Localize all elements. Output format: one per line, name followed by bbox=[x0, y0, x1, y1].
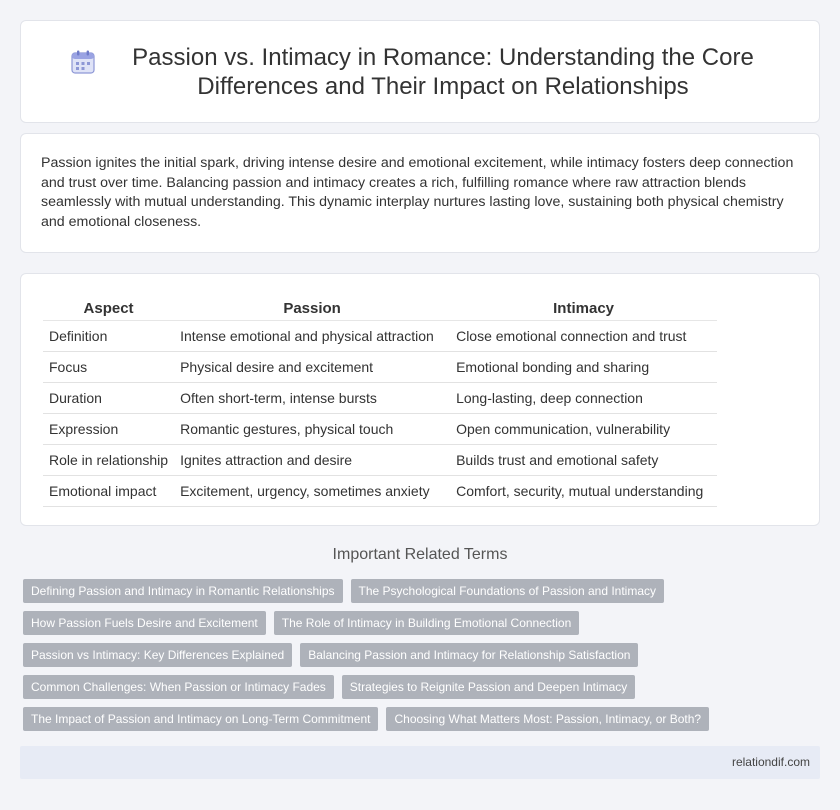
tag-row bbox=[23, 643, 823, 667]
table-cell-passion: Romantic gestures, physical touch bbox=[174, 414, 450, 445]
related-term-link[interactable]: Passion vs Intimacy: Key Differences Explained bbox=[23, 643, 292, 667]
related-terms-title: Important Related Terms bbox=[332, 546, 508, 563]
intro-text: Passion ignites the initial spark, driving intense desire and emotional excitement, while intimacy fosters deep connection and trust over time. Balancing passion and intimacy creates a rich, fulfilling romance where raw attraction blends seamlessly with mutual understanding. This dynamic interplay nurtures lasting love, sustaining both physical chemistry and emotional closeness. bbox=[41, 155, 794, 230]
table-cell-aspect: Duration bbox=[43, 383, 174, 414]
table-cell-intimacy: Close emotional connection and trust bbox=[450, 321, 717, 352]
table-cell-aspect: Expression bbox=[43, 414, 174, 445]
tag-row bbox=[23, 611, 823, 635]
related-term-link[interactable]: Balancing Passion and Intimacy for Relationship Satisfaction bbox=[300, 643, 638, 667]
table-row bbox=[43, 352, 717, 383]
table-row bbox=[43, 476, 717, 507]
related-terms-list bbox=[23, 579, 823, 739]
table-cell-passion: Intense emotional and physical attraction bbox=[174, 321, 450, 352]
comparison-table bbox=[43, 296, 717, 507]
table-cell-intimacy: Builds trust and emotional safety bbox=[450, 445, 717, 476]
related-term-link[interactable]: How Passion Fuels Desire and Excitement bbox=[23, 611, 266, 635]
table-cell-passion: Ignites attraction and desire bbox=[174, 445, 450, 476]
table-cell-passion: Excitement, urgency, sometimes anxiety bbox=[174, 476, 450, 507]
table-cell-intimacy: Open communication, vulnerability bbox=[450, 414, 717, 445]
table-cell-aspect: Focus bbox=[43, 352, 174, 383]
table-header-aspect: Aspect bbox=[43, 296, 174, 321]
related-term-link[interactable]: The Impact of Passion and Intimacy on Long-Term Commitment bbox=[23, 707, 378, 731]
related-term-link[interactable]: The Role of Intimacy in Building Emotional Connection bbox=[274, 611, 580, 635]
table-cell-aspect: Emotional impact bbox=[43, 476, 174, 507]
table-cell-aspect: Role in relationship bbox=[43, 445, 174, 476]
related-term-link[interactable]: Strategies to Reignite Passion and Deepen Intimacy bbox=[342, 675, 636, 699]
table-cell-passion: Often short-term, intense bursts bbox=[174, 383, 450, 414]
site-link[interactable]: relationdif.com bbox=[731, 755, 810, 769]
table-cell-intimacy: Emotional bonding and sharing bbox=[450, 352, 717, 383]
tag-row bbox=[23, 707, 823, 731]
comparison-table-card bbox=[20, 273, 820, 526]
footer bbox=[20, 746, 820, 779]
header-inner bbox=[70, 43, 770, 101]
table-cell-intimacy: Long-lasting, deep connection bbox=[450, 383, 717, 414]
calendar-icon bbox=[70, 49, 96, 75]
intro-card bbox=[20, 133, 820, 253]
header-card bbox=[20, 20, 820, 123]
table-cell-intimacy: Comfort, security, mutual understanding bbox=[450, 476, 717, 507]
table-header-passion: Passion bbox=[174, 296, 450, 321]
table-cell-passion: Physical desire and excitement bbox=[174, 352, 450, 383]
tag-row bbox=[23, 579, 823, 603]
table-row bbox=[43, 414, 717, 445]
table-row bbox=[43, 445, 717, 476]
related-term-link[interactable]: Common Challenges: When Passion or Intimacy Fades bbox=[23, 675, 334, 699]
table-header-row bbox=[43, 296, 717, 321]
table-row bbox=[43, 383, 717, 414]
table-header-intimacy: Intimacy bbox=[450, 296, 717, 321]
table-row bbox=[43, 321, 717, 352]
page-title: Passion vs. Intimacy in Romance: Understanding the Core Differences and Their Impact on Relationships bbox=[132, 43, 754, 100]
related-term-link[interactable]: Choosing What Matters Most: Passion, Intimacy, or Both? bbox=[386, 707, 709, 731]
related-term-link[interactable]: Defining Passion and Intimacy in Romantic Relationships bbox=[23, 579, 343, 603]
tag-row bbox=[23, 675, 823, 699]
related-term-link[interactable]: The Psychological Foundations of Passion and Intimacy bbox=[351, 579, 665, 603]
table-cell-aspect: Definition bbox=[43, 321, 174, 352]
